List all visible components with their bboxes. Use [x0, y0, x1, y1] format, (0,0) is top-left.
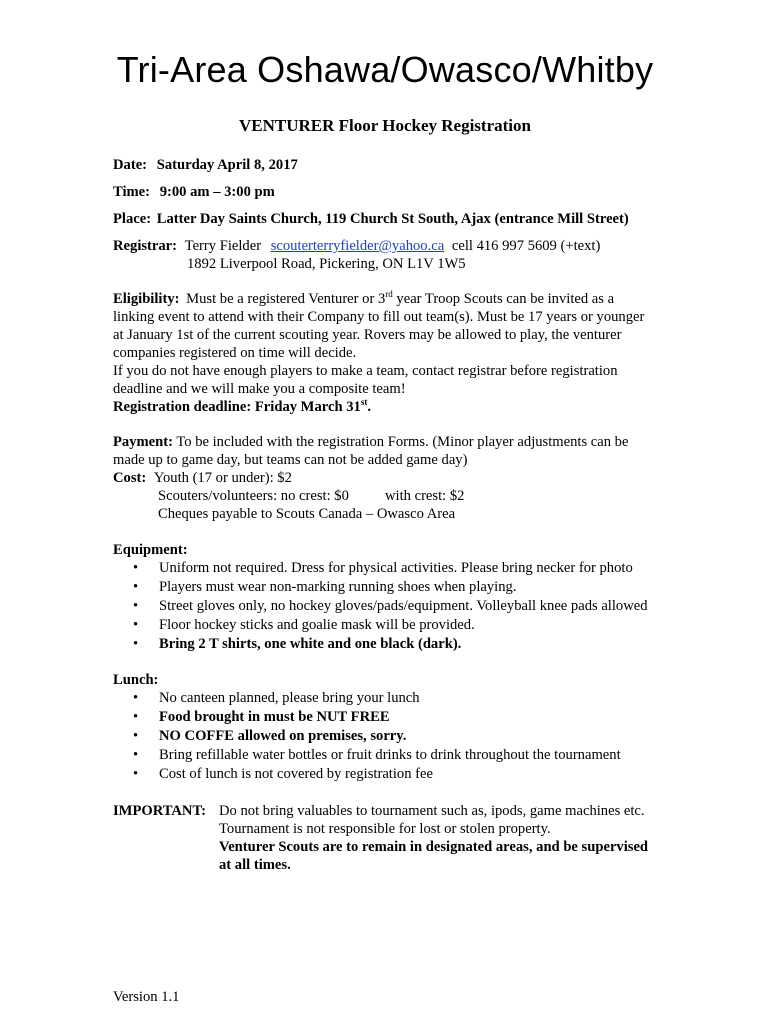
lunch-label: Lunch: [113, 672, 159, 688]
bullet-icon: • [133, 617, 139, 633]
time-row [113, 183, 275, 201]
payment-text-1: To be included with the registration Forms. (Minor player adjustments can be [172, 434, 629, 450]
registrar-email-link[interactable]: scouterterryfielder@yahoo.ca [270, 238, 445, 254]
eligibility-line-2: linking event to attend with their Company to fill out team(s). Must be 17 years or younger [113, 309, 645, 325]
important-label: IMPORTANT: [113, 803, 206, 819]
registration-deadline [113, 398, 371, 416]
list-item [131, 708, 621, 727]
page-subtitle: VENTURER Floor Hockey Registration [239, 116, 531, 135]
version-label: Version 1.1 [113, 989, 180, 1005]
date-label: Date: [113, 157, 148, 173]
eligibility-line-6: deadline and we will make you a composite team! [113, 381, 406, 397]
eligibility-text-b: year Troop Scouts can be invited as a [392, 291, 615, 307]
equipment-label: Equipment: [113, 542, 188, 558]
cheques-payable: Cheques payable to Scouts Canada – Owasco Area [158, 506, 456, 522]
bullet-icon: • [133, 579, 139, 595]
registrar-address: 1892 Liverpool Road, Pickering, ON L1V 1W5 [187, 256, 466, 272]
list-item-text: Bring 2 T shirts, one white and one black (dark). [159, 636, 462, 652]
eligibility-text-a: Must be a registered Venturer or 3 [186, 291, 386, 307]
bullet-icon: • [133, 560, 139, 576]
list-item-text: No canteen planned, please bring your lunch [159, 690, 420, 706]
list-item [131, 746, 621, 765]
important-line-2: Tournament is not responsible for lost or stolen property. [219, 821, 551, 837]
payment-line-2: made up to game day, but teams can not be added game day) [113, 452, 468, 468]
registrar-row [113, 237, 600, 255]
list-item-text: Bring refillable water bottles or fruit drinks to drink throughout the tournament [159, 747, 621, 763]
date-row [113, 156, 298, 174]
cost-youth: Youth (17 or under): $2 [153, 470, 292, 486]
page-title: Tri-Area Oshawa/Owasco/Whitby [116, 49, 654, 90]
registrar-label: Registrar: [113, 238, 178, 254]
list-item [131, 765, 621, 784]
cost-label: Cost: [113, 470, 147, 486]
list-item-text: Players must wear non-marking running shoes when playing. [159, 579, 517, 595]
bullet-icon: • [133, 636, 139, 652]
important-line-4: at all times. [219, 857, 291, 873]
eligibility-line-1 [113, 290, 614, 308]
equipment-list [131, 559, 648, 654]
list-item-text: NO COFFE allowed on premises, sorry. [159, 728, 407, 744]
time-label: Time: [113, 184, 151, 200]
registrar-phone: cell 416 997 5609 (+text) [451, 238, 601, 254]
list-item [131, 616, 648, 635]
deadline-sup: st [360, 397, 368, 408]
eligibility-label: Eligibility: [113, 291, 180, 307]
deadline-end: . [367, 399, 371, 415]
important-line-1: Do not bring valuables to tournament such as, ipods, game machines etc. [219, 803, 645, 819]
eligibility-line-4: companies registered on time will decide. [113, 345, 357, 361]
list-item [131, 689, 621, 708]
eligibility-line-3: at January 1st of the current scouting year. Rovers may be allowed to play, the venturer [113, 327, 622, 343]
eligibility-sup: rd [385, 289, 393, 300]
payment-line-1 [113, 433, 628, 451]
bullet-icon: • [133, 728, 139, 744]
bullet-icon: • [133, 598, 139, 614]
place-value: Latter Day Saints Church, 119 Church St South, Ajax (entrance Mill Street) [156, 211, 629, 227]
place-label: Place: [113, 211, 152, 227]
bullet-icon: • [133, 709, 139, 725]
payment-label: Payment: [113, 434, 173, 450]
lunch-list [131, 689, 621, 784]
eligibility-line-5: If you do not have enough players to make a team, contact registrar before registration [113, 363, 618, 379]
list-item-text: Cost of lunch is not covered by registration fee [159, 766, 433, 782]
date-value: Saturday April 8, 2017 [156, 157, 298, 173]
cost-row [113, 469, 292, 487]
cost-crest: with crest: $2 [385, 488, 465, 504]
bullet-icon: • [133, 690, 139, 706]
registrar-name: Terry Fielder [184, 238, 262, 254]
list-item-text: Uniform not required. Dress for physical activities. Please bring necker for photo [159, 560, 633, 576]
list-item-text: Food brought in must be NUT FREE [159, 709, 390, 725]
bullet-icon: • [133, 766, 139, 782]
time-value: 9:00 am – 3:00 pm [159, 184, 275, 200]
place-row [113, 210, 629, 228]
bullet-icon: • [133, 747, 139, 763]
list-item [131, 727, 621, 746]
list-item-text: Floor hockey sticks and goalie mask will be provided. [159, 617, 475, 633]
deadline-text: Registration deadline: Friday March 31 [113, 399, 361, 415]
list-item-text: Street gloves only, no hockey gloves/pads/equipment. Volleyball knee pads allowed [159, 598, 648, 614]
list-item [131, 559, 648, 578]
list-item [131, 597, 648, 616]
list-item [131, 578, 648, 597]
list-item [131, 635, 648, 654]
cost-scouters: Scouters/volunteers: no crest: $0 [158, 488, 349, 504]
important-line-3: Venturer Scouts are to remain in designated areas, and be supervised [219, 839, 649, 855]
